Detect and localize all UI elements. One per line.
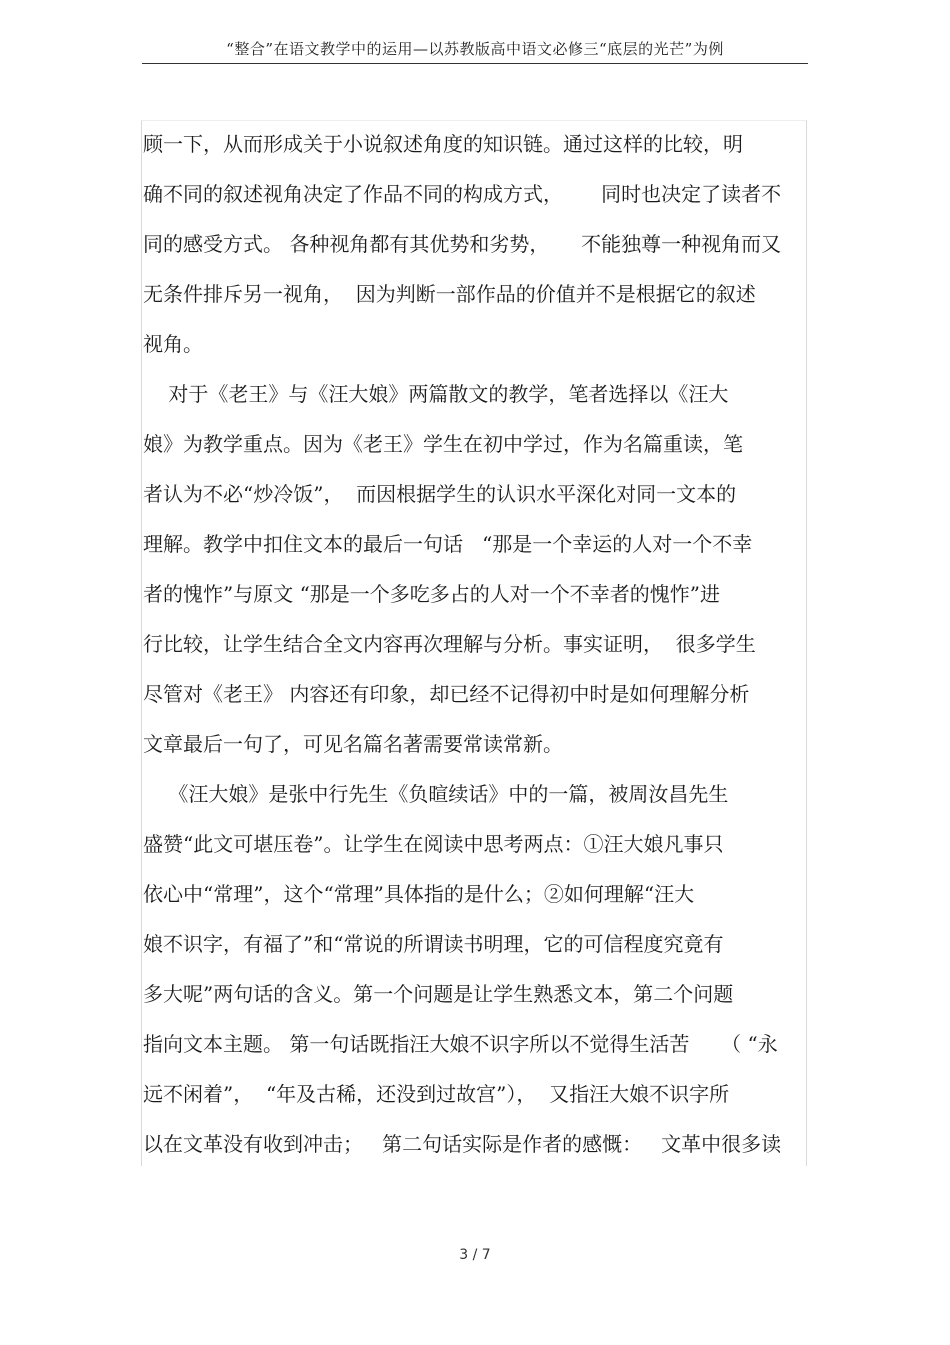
body-line: 远不闲着”， “年及古稀，还没到过故宫”）， 又指汪大娘不识字所 xyxy=(143,1082,730,1106)
body-line: 尽管对《老王》 内容还有印象，却已经不记得初中时是如何理解分析 xyxy=(143,682,750,706)
body-line: 确不同的叙述视角决定了作品不同的构成方式， 同时也决定了读者不 xyxy=(143,182,782,206)
body-line: 多大呢”两句话的含义。第一个问题是让学生熟悉文本，第二个问题 xyxy=(143,982,734,1006)
header-rule xyxy=(142,63,808,64)
body-line: 者的愧怍”与原文 “那是一个多吃多占的人对一个不幸者的愧怍”进 xyxy=(143,582,721,606)
body-line: 依心中“常理”，这个“常理”具体指的是什么；②如何理解“汪大 xyxy=(143,882,695,906)
body-line: 指向文本主题。 第一句话既指汪大娘不识字所以不觉得生活苦 （ “永 xyxy=(143,1032,778,1056)
body-line: 顾一下，从而形成关于小说叙述角度的知识链。通过这样的比较，明 xyxy=(143,132,743,156)
body-line: 者认为不必“炒冷饭”， 而因根据学生的认识水平深化对同一文本的 xyxy=(143,482,737,506)
running-header: “整合”在语文教学中的运用—以苏教版高中语文必修三“底层的光芒”为例 xyxy=(226,40,724,58)
body-line: 理解。教学中扣住文本的最后一句话 “那是一个幸运的人对一个不幸 xyxy=(143,532,753,556)
body-line: 娘》为教学重点。因为《老王》学生在初中学过，作为名篇重读，笔 xyxy=(143,432,743,456)
body-line: 娘不识字，有福了”和“常说的所谓读书明理，它的可信程度究竟有 xyxy=(143,932,724,956)
body-line: 对于《老王》与《汪大娘》两篇散文的教学，笔者选择以《汪大 xyxy=(143,382,729,406)
body-line: 无条件排斥另一视角， 因为判断一部作品的价值并不是根据它的叙述 xyxy=(143,282,756,306)
body-line: 《汪大娘》是张中行先生《负暄续话》中的一篇，被周汝昌先生 xyxy=(143,782,729,806)
body-line: 文章最后一句了，可见名篇名著需要常读常新。 xyxy=(143,732,563,756)
body-line: 同的感受方式。 各种视角都有其优势和劣势， 不能独尊一种视角而又 xyxy=(143,232,782,256)
body-line: 视角。 xyxy=(143,332,203,356)
page-number: 3 / 7 xyxy=(459,1247,491,1263)
body-line: 以在文革没有收到冲击； 第二句话实际是作者的感慨： 文革中很多读 xyxy=(143,1132,782,1156)
body-line: 行比较，让学生结合全文内容再次理解与分析。事实证明， 很多学生 xyxy=(143,632,756,656)
body-line: 盛赞“此文可堪压卷”。让学生在阅读中思考两点：①汪大娘凡事只 xyxy=(143,832,724,856)
